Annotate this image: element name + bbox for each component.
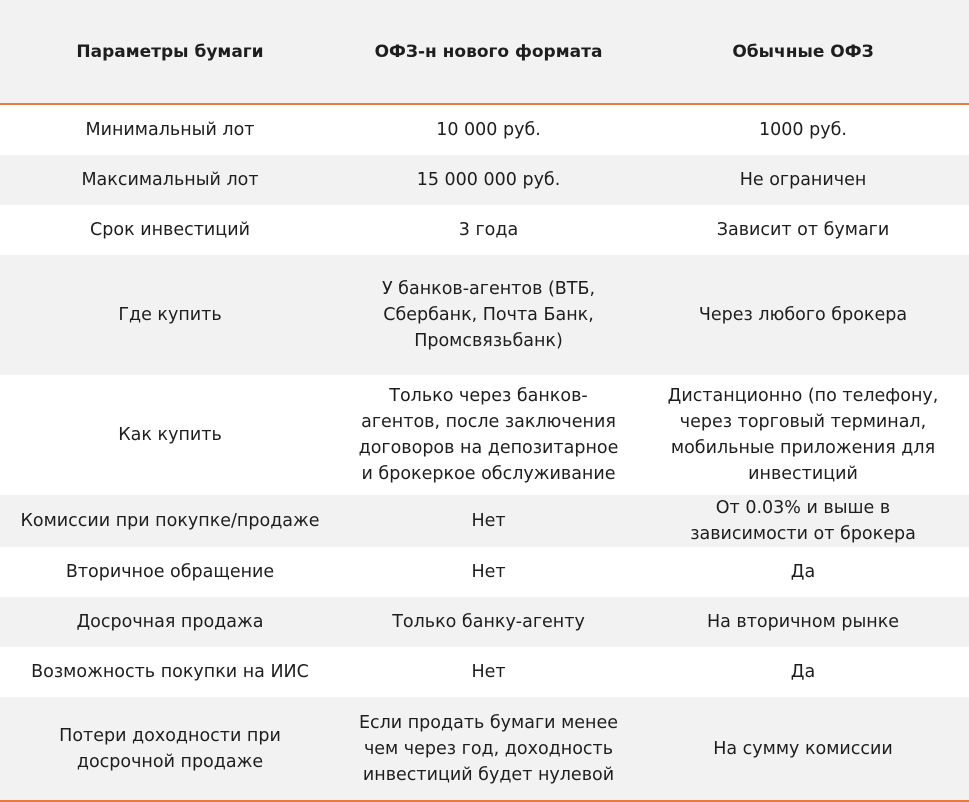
ofz-cell [637,547,969,597]
ofz-cell [637,647,969,697]
param-cell [0,375,340,495]
param-text: Где купить [118,305,222,325]
table-row [0,205,969,255]
ofz-n-cell [340,205,637,255]
ofz-text: На сумму комиссии [713,738,893,759]
ofz-n-text: У банков-агентов (ВТБ, Сбербанк, Почта Банк, Промсвязьбанк) [381,279,596,351]
ofz-n-text: Если продать бумаги менее чем через год, доходность инвестиций будет нулевой [358,712,619,785]
param-cell [0,495,340,547]
ofz-n-text: 3 года [458,220,519,240]
param-text: Комиссии при покупке/продаже [20,511,320,531]
param-text: Срок инвестиций [90,220,250,240]
param-cell [0,155,340,205]
param-text: Вторичное обращение [65,562,275,582]
header-parameters: Параметры бумаги [0,0,340,104]
param-cell [0,255,340,375]
param-text: Потери доходности при досрочной продаже [59,725,281,772]
table-header [0,0,969,104]
param-text: Досрочная продажа [76,612,264,632]
ofz-text: Не ограничен [739,170,867,190]
ofz-n-cell [340,104,637,155]
param-cell [0,597,340,647]
param-cell [0,104,340,155]
ofz-text: Да [790,662,816,682]
ofz-n-cell [340,697,637,801]
table-row [0,647,969,697]
ofz-text: Зависит от бумаги [716,220,890,240]
ofz-n-cell [340,547,637,597]
param-text: Минимальный лот [85,120,255,140]
ofz-cell [637,205,969,255]
ofz-cell [637,255,969,375]
ofz-n-text: 10 000 руб. [436,120,541,140]
ofz-cell [637,495,969,547]
ofz-text: На вторичном рынке [706,612,900,632]
table-row [0,155,969,205]
param-cell [0,547,340,597]
ofz-n-cell [340,647,637,697]
ofz-text: Дистанционно (по телефону, через торговый терминал, мобильные приложения для инвестиций [667,386,939,484]
header-ofz-n: ОФЗ-н нового формата [340,0,637,104]
table-body [0,104,969,801]
table-row [0,697,969,801]
table-row [0,495,969,547]
ofz-n-cell [340,155,637,205]
header-ofz: Обычные ОФЗ [637,0,969,104]
ofz-cell [637,697,969,801]
ofz-n-cell [340,375,637,495]
table-row [0,547,969,597]
ofz-n-text: Нет [471,562,506,582]
table-row [0,375,969,495]
ofz-n-cell [340,255,637,375]
ofz-text: 1000 руб. [759,120,847,140]
ofz-n-text: 15 000 000 руб. [416,170,561,190]
ofz-n-text: Только банку-агенту [392,612,585,632]
param-cell [0,647,340,697]
ofz-n-text: Нет [471,511,506,531]
param-text: Как купить [118,425,222,445]
ofz-cell [637,155,969,205]
ofz-n-text: Нет [471,662,506,682]
table-row [0,255,969,375]
ofz-n-cell [340,495,637,547]
ofz-n-cell [340,597,637,647]
table-row [0,104,969,155]
ofz-cell [637,375,969,495]
ofz-text: Да [790,562,816,582]
param-text: Максимальный лот [81,170,259,190]
ofz-text: Через любого брокера [698,305,908,325]
table-row [0,597,969,647]
param-cell [0,205,340,255]
ofz-n-text: Только через банков- агентов, после заключения договоров на депозитарное и брокеркое обслуживание [358,386,619,484]
param-text: Возможность покупки на ИИС [31,662,309,682]
ofz-cell [637,597,969,647]
header-row [0,0,969,104]
ofz-cell [637,104,969,155]
ofz-text: От 0.03% и выше в зависимости от брокера [690,498,916,544]
param-cell [0,697,340,801]
